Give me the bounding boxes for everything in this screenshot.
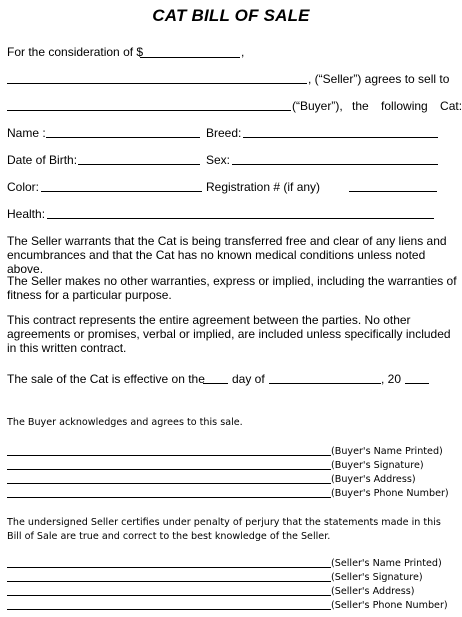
consideration-label: For the consideration of $ (7, 45, 144, 59)
breed-field[interactable] (243, 137, 438, 138)
seller-phone-label: (Seller's Phone Number) (331, 600, 448, 611)
seller-phone-field[interactable] (7, 609, 331, 610)
seller-signature-field[interactable] (7, 581, 331, 582)
buyer-name-field[interactable] (7, 110, 291, 111)
no-warranties-paragraph: The Seller makes no other warranties, express or implied, including the warranties of fitness for a particular purpose. (7, 274, 457, 302)
seller-signature-label: (Seller's Signature) (331, 572, 423, 583)
effective-day-field[interactable] (203, 383, 228, 384)
cat-name-field[interactable] (46, 137, 200, 138)
seller-name-printed-label: (Seller's Name Printed) (331, 558, 442, 569)
registration-field[interactable] (349, 191, 437, 192)
effective-day-label: day of (232, 372, 265, 386)
consideration-amount-field[interactable] (140, 57, 240, 58)
buyer-signature-label: (Buyer's Signature) (331, 460, 424, 471)
the-following-label: the following Cat: (352, 99, 462, 113)
entire-agreement-paragraph: This contract represents the entire agreement between the parties. No other agreements or promises, verbal or implied, are included unless specifically included in this written contract. (7, 313, 451, 355)
seller-address-label: (Seller's Address) (331, 586, 415, 597)
effective-month-field[interactable] (269, 383, 381, 384)
buyer-ack-text: The Buyer acknowledges and agrees to this sale. (7, 417, 243, 428)
seller-label: , (“Seller”) agrees to sell to (308, 72, 450, 86)
seller-cert-text: The undersigned Seller certifies under penalty of perjury that the statements made in this Bill of Sale are true and correct to the best knowledge of the Seller. (7, 517, 441, 542)
effective-prefix: The sale of the Cat is effective on the (7, 372, 205, 386)
document-title: CAT BILL OF SALE (152, 6, 310, 25)
color-label: Color: (7, 180, 40, 194)
health-field[interactable] (47, 218, 434, 219)
warranty-paragraph: The Seller warrants that the Cat is being transferred free and clear of any liens and encumbrances and that the Cat has no known medical conditions unless noted above. (7, 234, 447, 276)
name-label: Name : (7, 126, 46, 140)
dob-field[interactable] (78, 164, 200, 165)
buyer-signature-field[interactable] (7, 469, 331, 470)
buyer-address-field[interactable] (7, 483, 331, 484)
buyer-name-printed-label: (Buyer's Name Printed) (331, 446, 443, 457)
consideration-comma: , (241, 45, 245, 59)
seller-name-field[interactable] (7, 83, 307, 84)
dob-label: Date of Birth: (7, 153, 78, 167)
breed-label: Breed: (206, 126, 242, 140)
registration-label: Registration # (if any) (206, 180, 321, 194)
effective-year-field[interactable] (405, 383, 429, 384)
color-field[interactable] (41, 191, 202, 192)
effective-year-label: , 20 (381, 372, 402, 386)
buyer-label: (“Buyer”), (292, 99, 343, 113)
health-label: Health: (7, 207, 46, 221)
buyer-phone-label: (Buyer's Phone Number) (331, 488, 449, 499)
buyer-address-label: (Buyer's Address) (331, 474, 416, 485)
seller-name-printed-field[interactable] (7, 567, 331, 568)
seller-address-field[interactable] (7, 595, 331, 596)
buyer-name-printed-field[interactable] (7, 455, 331, 456)
sex-field[interactable] (232, 164, 438, 165)
buyer-phone-field[interactable] (7, 497, 331, 498)
sex-label: Sex: (206, 153, 231, 167)
